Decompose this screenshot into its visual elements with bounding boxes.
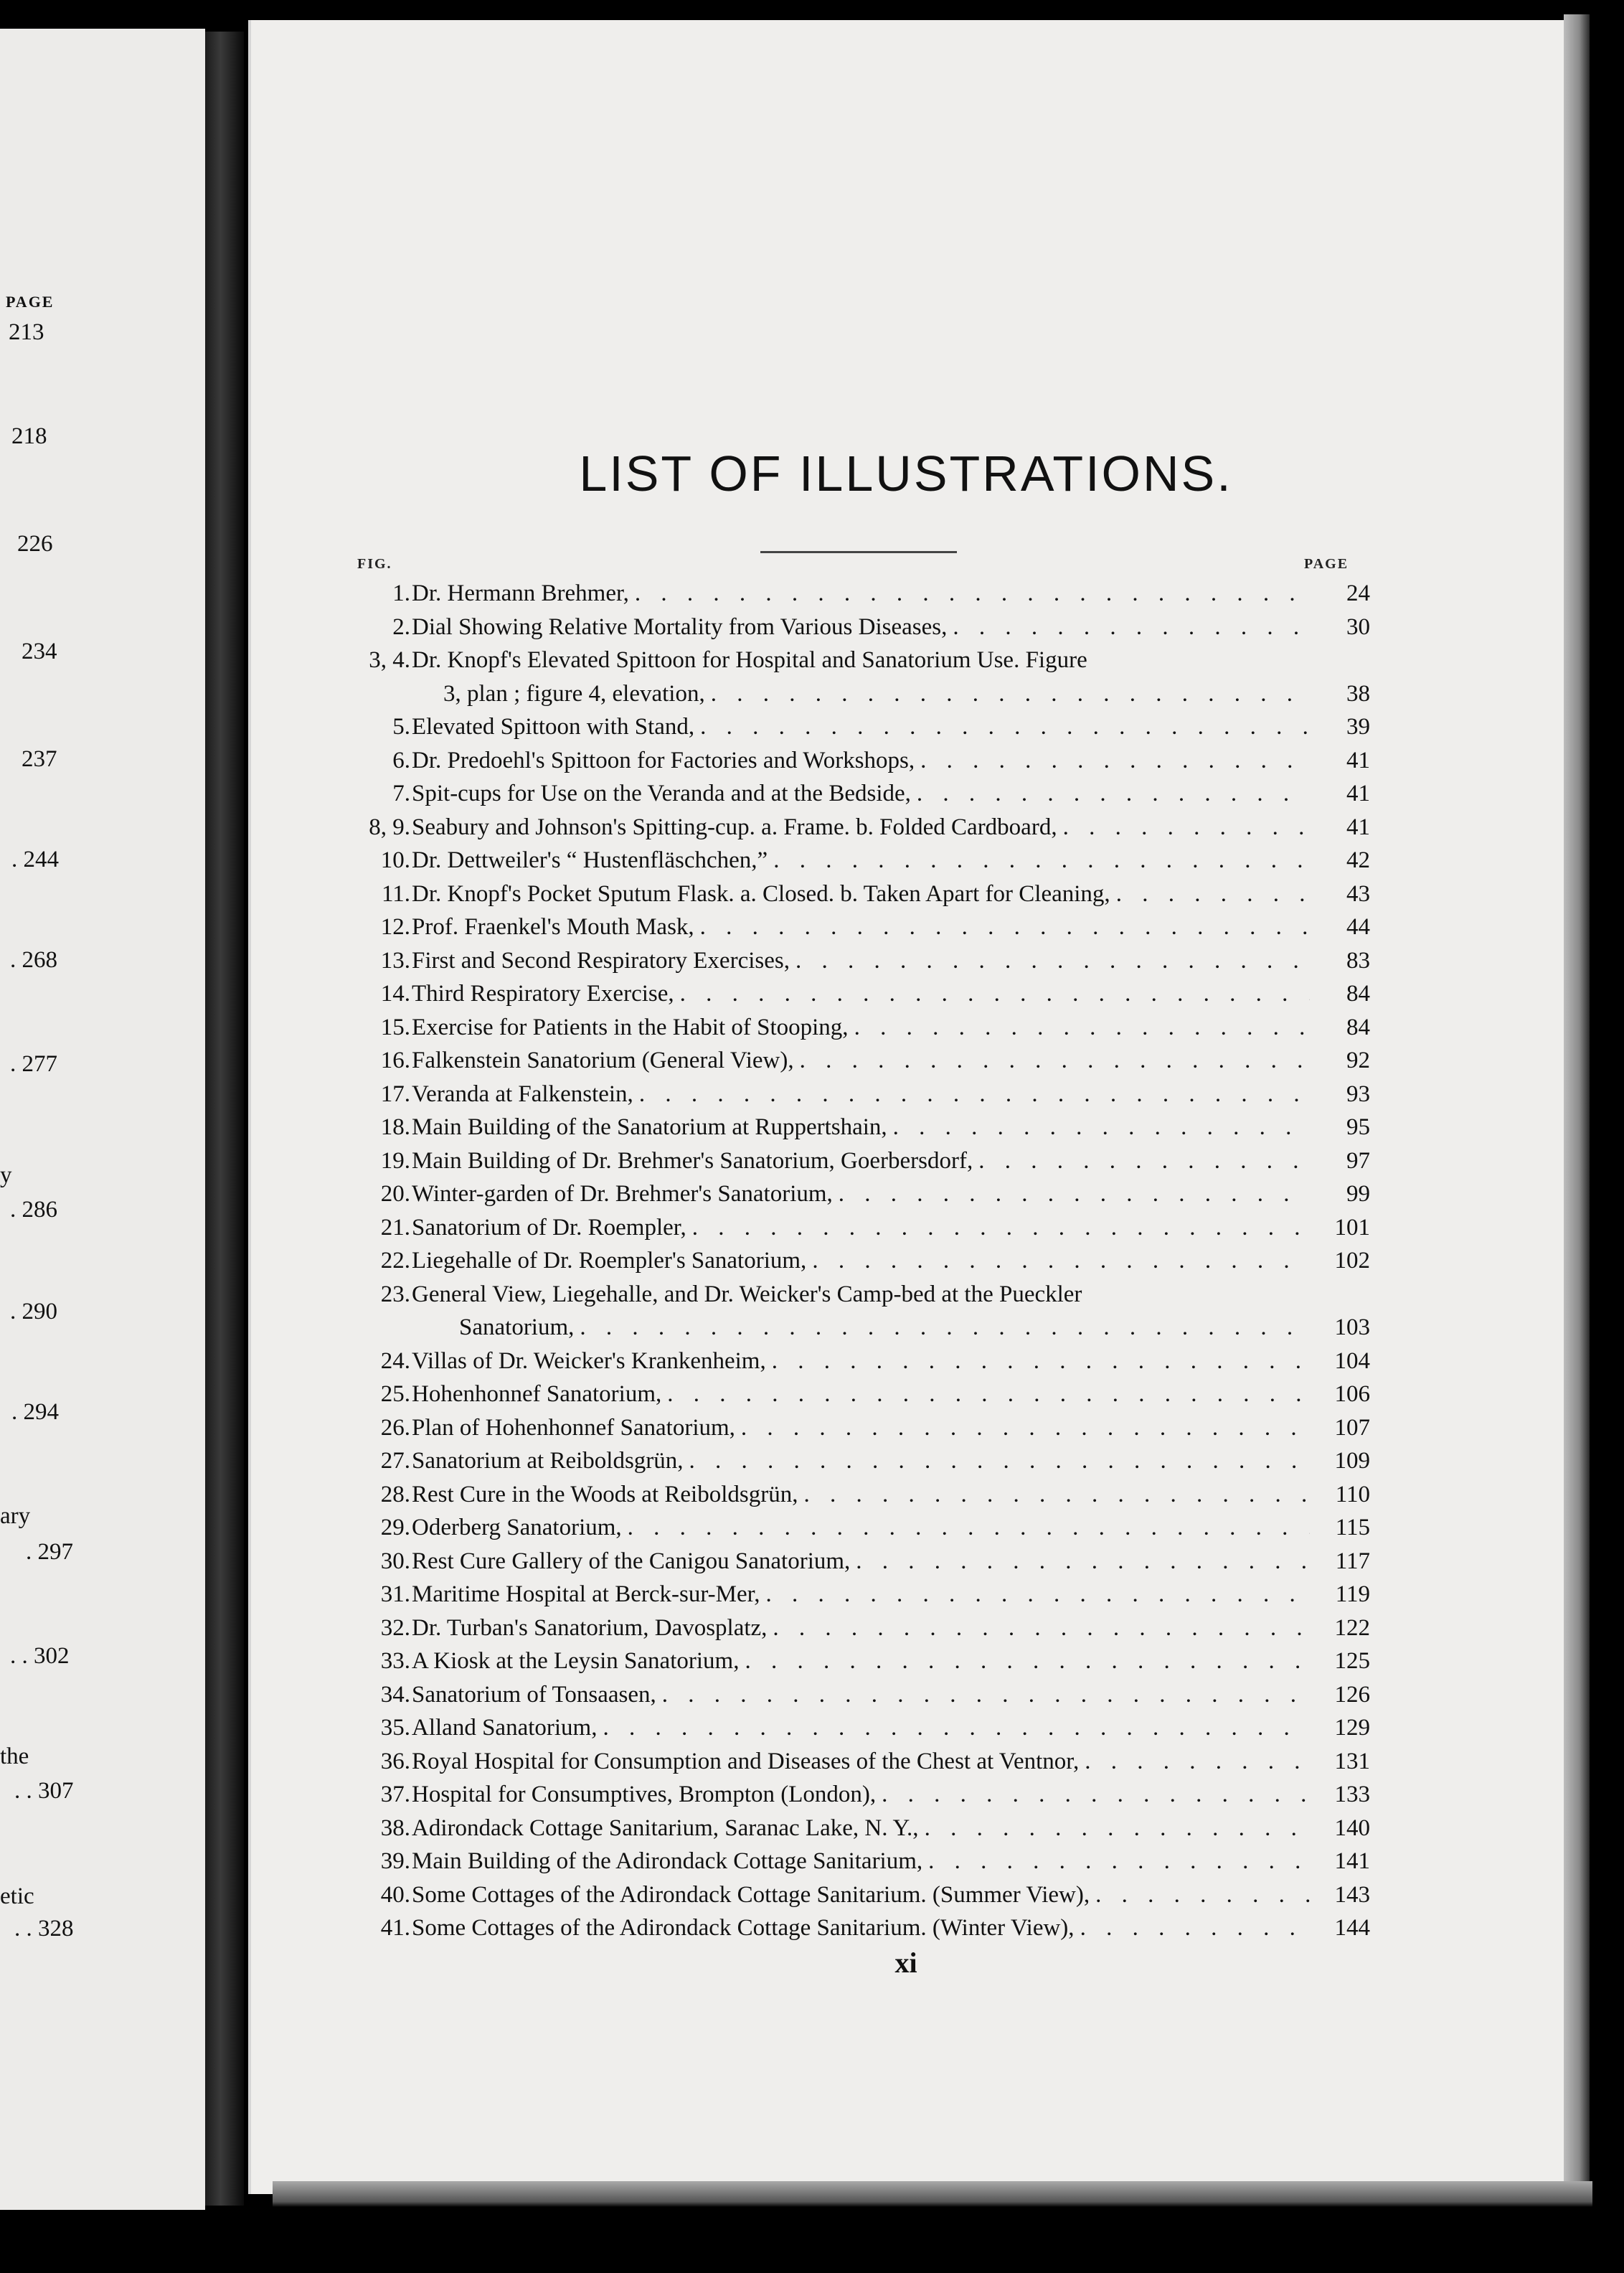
- page-reference: 30: [1346, 613, 1370, 640]
- list-item: [359, 1778, 1370, 1812]
- list-item: [359, 1711, 1370, 1745]
- page-reference: 125: [1334, 1648, 1370, 1674]
- figure-caption: Villas of Dr. Weicker's Krankenheim,: [412, 1347, 766, 1374]
- left-page-fragment: y: [0, 1162, 12, 1188]
- list-item: [359, 1878, 1370, 1912]
- page-reference: 109: [1334, 1448, 1370, 1474]
- page-reference: 99: [1346, 1181, 1370, 1207]
- dot-leader: [597, 1711, 1310, 1745]
- left-page-fragment: 226: [17, 531, 53, 557]
- figure-caption: Elevated Spittoon with Stand,: [412, 714, 695, 740]
- figure-number: 29.: [380, 1515, 410, 1540]
- left-page-fragment: 218: [11, 423, 47, 449]
- figure-number: 35.: [380, 1715, 410, 1741]
- figure-caption: Exercise for Patients in the Habit of Stooping,: [412, 1014, 849, 1040]
- page-reference: 84: [1346, 981, 1370, 1007]
- figure-number: 3, 4.: [369, 647, 410, 673]
- left-page-fragment: . 268: [10, 947, 57, 973]
- figure-number: 37.: [380, 1782, 410, 1807]
- page-reference: 38: [1346, 680, 1370, 707]
- left-page-fragment: . 286: [10, 1197, 57, 1223]
- list-item: [359, 1444, 1370, 1478]
- figure-caption: Royal Hospital for Consumption and Diseases of the Chest at Ventnor,: [412, 1748, 1080, 1774]
- dot-leader: [1090, 1878, 1310, 1912]
- figure-number: 20.: [380, 1181, 410, 1207]
- dot-leader: [887, 1111, 1310, 1144]
- left-page-fragment: . 294: [11, 1399, 59, 1425]
- dot-leader: [694, 910, 1310, 944]
- page-reference: 140: [1334, 1815, 1370, 1841]
- list-item: [359, 577, 1370, 611]
- list-item: [359, 1278, 1370, 1312]
- figure-number: 24.: [380, 1347, 410, 1374]
- title-rule: [760, 551, 957, 553]
- page-reference: 106: [1334, 1381, 1370, 1407]
- figure-number: 23.: [380, 1281, 410, 1307]
- figure-caption: Dr. Dettweiler's “ Hustenfläschchen,”: [412, 847, 768, 873]
- figure-caption: Some Cottages of the Adirondack Cottage Sanitarium. (Winter View),: [412, 1915, 1075, 1941]
- dot-leader: [1057, 811, 1310, 844]
- dot-leader: [876, 1778, 1310, 1812]
- dot-leader: [911, 777, 1310, 811]
- figure-caption: Maritime Hospital at Berck-sur-Mer,: [412, 1581, 760, 1607]
- list-item: [359, 1545, 1370, 1578]
- left-page-fragment: etic: [0, 1883, 34, 1909]
- dot-leader: [947, 611, 1310, 644]
- figure-number: 41.: [380, 1915, 410, 1941]
- page-reference: 24: [1346, 580, 1370, 606]
- page-reference: 104: [1334, 1347, 1370, 1374]
- left-page-fragment: . 290: [10, 1299, 57, 1324]
- dot-leader: [1110, 877, 1310, 911]
- dot-leader: [1079, 1745, 1310, 1779]
- list-item: [359, 644, 1370, 677]
- figure-caption: Sanatorium of Dr. Roempler,: [412, 1214, 686, 1241]
- figure-caption: Dr. Turban's Sanatorium, Davosplatz,: [412, 1614, 768, 1641]
- list-item: [359, 1745, 1370, 1779]
- figure-caption: Hohenhonnef Sanatorium,: [412, 1381, 662, 1407]
- figure-number: 31.: [380, 1581, 410, 1607]
- page-reference: 129: [1334, 1715, 1370, 1741]
- figure-caption: Winter-garden of Dr. Brehmer's Sanatorium,: [412, 1181, 833, 1207]
- list-item: [359, 877, 1370, 911]
- left-page-header: PAGE: [6, 293, 55, 311]
- figure-number: 22.: [380, 1248, 410, 1274]
- page-reference: 117: [1335, 1548, 1370, 1574]
- figure-caption: Veranda at Falkenstein,: [412, 1081, 633, 1107]
- list-item: [359, 1111, 1370, 1144]
- page-reference: 119: [1335, 1581, 1370, 1607]
- left-page-fragment: . 277: [10, 1051, 57, 1077]
- figure-caption: Sanatorium at Reiboldsgrün,: [412, 1448, 684, 1474]
- page-reference: 110: [1335, 1481, 1370, 1507]
- page-reference: 143: [1334, 1881, 1370, 1908]
- figure-number: 21.: [380, 1214, 410, 1241]
- figure-caption: Rest Cure in the Woods at Reiboldsgrün,: [412, 1481, 798, 1507]
- left-page: [0, 29, 205, 2210]
- page-reference: 92: [1346, 1048, 1370, 1073]
- page-reference: 101: [1334, 1214, 1370, 1241]
- figure-caption: Plan of Hohenhonnef Sanatorium,: [412, 1414, 735, 1441]
- dot-leader: [1075, 1911, 1310, 1945]
- page-reference: 103: [1334, 1314, 1370, 1340]
- dot-leader: [767, 1611, 1310, 1645]
- figure-number: 34.: [380, 1681, 410, 1708]
- page-reference: 93: [1346, 1081, 1370, 1107]
- figure-caption: Dr. Knopf's Elevated Spittoon for Hospital and Sanatorium Use. Figure: [412, 647, 1087, 673]
- left-page-fragment: 213: [9, 319, 44, 345]
- figure-caption: Spit-cups for Use on the Veranda and at the Bedside,: [412, 781, 911, 806]
- dot-leader: [973, 1144, 1310, 1178]
- left-page-fragment: ary: [0, 1503, 31, 1529]
- figure-caption: Hospital for Consumptives, Brompton (London),: [412, 1782, 877, 1807]
- list-item: [359, 1812, 1370, 1845]
- figure-caption: 3, plan ; figure 4, elevation,: [443, 680, 705, 707]
- figure-number: 26.: [380, 1414, 410, 1441]
- figure-caption: Third Respiratory Exercise,: [412, 981, 674, 1007]
- figure-caption: Oderberg Sanatorium,: [412, 1515, 622, 1540]
- dot-leader: [794, 1044, 1310, 1078]
- list-item: [359, 844, 1370, 877]
- figure-number: 38.: [380, 1815, 410, 1841]
- dot-leader: [661, 1378, 1310, 1411]
- dot-leader: [850, 1545, 1310, 1578]
- page-bottom-edge: [273, 2181, 1592, 2207]
- list-item: [359, 1311, 1370, 1345]
- dot-leader: [684, 1444, 1310, 1478]
- dot-leader: [760, 1578, 1310, 1611]
- dot-leader: [674, 977, 1310, 1011]
- page-reference: 42: [1346, 847, 1370, 873]
- figure-caption: Liegehalle of Dr. Roempler's Sanatorium,: [412, 1248, 807, 1274]
- list-item: [359, 611, 1370, 644]
- list-item: [359, 910, 1370, 944]
- figure-number: 32.: [380, 1614, 410, 1641]
- figure-caption: Main Building of Dr. Brehmer's Sanatorium, Goerbersdorf,: [412, 1147, 973, 1174]
- list-item: [359, 1211, 1370, 1245]
- page-reference: 41: [1346, 747, 1370, 773]
- left-page-fragment: . . 307: [14, 1778, 74, 1804]
- left-page-fragment: . . 328: [14, 1916, 74, 1942]
- page-reference: 141: [1334, 1848, 1370, 1874]
- list-item: [359, 1478, 1370, 1512]
- figure-number: 39.: [380, 1848, 410, 1874]
- figure-number: 27.: [380, 1448, 410, 1474]
- list-item: [359, 1611, 1370, 1645]
- page-reference: 84: [1346, 1014, 1370, 1040]
- page-reference: 95: [1346, 1114, 1370, 1140]
- figure-caption: General View, Liegehalle, and Dr. Weicker's Camp-bed at the Pueckler: [412, 1281, 1082, 1307]
- list-item: [359, 1345, 1370, 1378]
- list-item: [359, 777, 1370, 811]
- figure-number: 11.: [381, 880, 410, 907]
- page-reference: 144: [1334, 1915, 1370, 1941]
- page-column-header: PAGE: [1304, 556, 1349, 572]
- figure-number: 1.: [392, 580, 410, 606]
- dot-leader: [806, 1244, 1310, 1278]
- left-page-fragment: . 244: [11, 847, 59, 872]
- figure-caption: Alland Sanatorium,: [412, 1715, 598, 1741]
- dot-leader: [790, 944, 1310, 978]
- figure-number: 17.: [380, 1081, 410, 1107]
- figure-caption: Dr. Knopf's Pocket Sputum Flask. a. Closed. b. Taken Apart for Cleaning,: [412, 880, 1110, 907]
- page-reference: 102: [1334, 1248, 1370, 1274]
- gutter-shadow: [205, 32, 244, 2206]
- dot-leader: [622, 1511, 1310, 1545]
- dot-leader: [915, 744, 1310, 778]
- figure-caption: A Kiosk at the Leysin Sanatorium,: [412, 1648, 740, 1674]
- figure-caption: Sanatorium of Tonsaasen,: [412, 1681, 656, 1708]
- figure-number: 5.: [392, 714, 410, 740]
- figure-caption: Some Cottages of the Adirondack Cottage Sanitarium. (Summer View),: [412, 1881, 1090, 1908]
- dot-leader: [919, 1812, 1310, 1845]
- figure-caption: Main Building of the Sanatorium at Ruppertshain,: [412, 1114, 887, 1140]
- list-item: [359, 1644, 1370, 1678]
- figure-number: 36.: [380, 1748, 410, 1774]
- figure-number: 33.: [380, 1648, 410, 1674]
- page-reference: 41: [1346, 814, 1370, 840]
- list-item: [359, 1911, 1370, 1945]
- page-number: xi: [894, 1947, 917, 1979]
- list-item: [359, 744, 1370, 778]
- left-page-fragment: 237: [22, 746, 57, 772]
- figure-number: 12.: [380, 914, 410, 940]
- page-reference: 122: [1334, 1614, 1370, 1641]
- figure-caption: Sanatorium,: [459, 1314, 575, 1340]
- page-reference: 41: [1346, 781, 1370, 806]
- figure-number: 2.: [392, 613, 410, 640]
- fig-column-header: FIG.: [357, 556, 392, 572]
- list-item: [359, 710, 1370, 744]
- figure-caption: Dial Showing Relative Mortality from Various Diseases,: [412, 613, 948, 640]
- list-item: [359, 1144, 1370, 1178]
- page-reference: 83: [1346, 947, 1370, 974]
- page-reference: 133: [1334, 1782, 1370, 1807]
- dot-leader: [849, 1011, 1310, 1045]
- list-item: [359, 1078, 1370, 1111]
- figure-caption: Dr. Predoehl's Spittoon for Factories and Workshops,: [412, 747, 915, 773]
- figure-caption: First and Second Respiratory Exercises,: [412, 947, 790, 974]
- illustration-list: [359, 577, 1370, 1945]
- figure-number: 28.: [380, 1481, 410, 1507]
- left-page-fragment: 234: [22, 639, 57, 664]
- figure-caption: Main Building of the Adirondack Cottage Sanitarium,: [412, 1848, 923, 1874]
- figure-number: 15.: [380, 1014, 410, 1040]
- figure-number: 6.: [392, 747, 410, 773]
- figure-number: 13.: [380, 947, 410, 974]
- figure-number: 25.: [380, 1381, 410, 1407]
- list-item: [359, 1011, 1370, 1045]
- list-item: [359, 811, 1370, 844]
- figure-number: 8, 9.: [369, 814, 410, 840]
- figure-number: 40.: [380, 1881, 410, 1908]
- figure-number: 16.: [380, 1048, 410, 1073]
- page-reference: 97: [1346, 1147, 1370, 1174]
- figure-number: 10.: [380, 847, 410, 873]
- figure-caption: Seabury and Johnson's Spitting-cup. a. Frame. b. Folded Cardboard,: [412, 814, 1057, 840]
- figure-number: 18.: [380, 1114, 410, 1140]
- list-item: [359, 1678, 1370, 1712]
- list-item: [359, 1511, 1370, 1545]
- dot-leader: [922, 1845, 1310, 1878]
- page-reference: 44: [1346, 914, 1370, 940]
- page-title: LIST OF ILLUSTRATIONS.: [579, 446, 1233, 502]
- list-item: [359, 1378, 1370, 1411]
- page-edge: [1564, 14, 1590, 2203]
- figure-number: 30.: [380, 1548, 410, 1574]
- page-reference: 43: [1346, 880, 1370, 907]
- figure-number: 19.: [380, 1147, 410, 1174]
- page-reference: 126: [1334, 1681, 1370, 1708]
- page-reference: 131: [1334, 1748, 1370, 1774]
- figure-number: 14.: [380, 981, 410, 1007]
- list-item: [359, 944, 1370, 978]
- left-page-fragment: the: [0, 1743, 29, 1769]
- figure-caption: Prof. Fraenkel's Mouth Mask,: [412, 914, 694, 940]
- figure-caption: Falkenstein Sanatorium (General View),: [412, 1048, 794, 1073]
- list-item: [359, 1411, 1370, 1445]
- dot-leader: [629, 577, 1310, 611]
- page-reference: 39: [1346, 714, 1370, 740]
- page-reference: 107: [1334, 1414, 1370, 1441]
- dot-leader: [768, 844, 1310, 877]
- left-page-fragment: . . 302: [10, 1643, 70, 1669]
- list-item: [359, 677, 1370, 711]
- list-item: [359, 1177, 1370, 1211]
- dot-leader: [735, 1411, 1310, 1445]
- list-item: [359, 1244, 1370, 1278]
- figure-caption: Rest Cure Gallery of the Canigou Sanatorium,: [412, 1548, 851, 1574]
- dot-leader: [686, 1211, 1310, 1245]
- left-page-fragment: . 297: [26, 1539, 73, 1565]
- dot-leader: [656, 1678, 1310, 1712]
- dot-leader: [766, 1345, 1310, 1378]
- list-item: [359, 1044, 1370, 1078]
- figure-caption: Dr. Hermann Brehmer,: [412, 580, 629, 606]
- dot-leader: [694, 710, 1310, 744]
- page-reference: 115: [1335, 1515, 1370, 1540]
- list-item: [359, 977, 1370, 1011]
- dot-leader: [833, 1177, 1310, 1211]
- dot-leader: [633, 1078, 1310, 1111]
- figure-number: 7.: [392, 781, 410, 806]
- dot-leader: [705, 677, 1310, 711]
- dot-leader: [798, 1478, 1310, 1512]
- list-item: [359, 1578, 1370, 1611]
- dot-leader: [574, 1311, 1310, 1345]
- list-item: [359, 1845, 1370, 1878]
- figure-caption: Adirondack Cottage Sanitarium, Saranac Lake, N. Y.,: [412, 1815, 919, 1841]
- dot-leader: [739, 1644, 1310, 1678]
